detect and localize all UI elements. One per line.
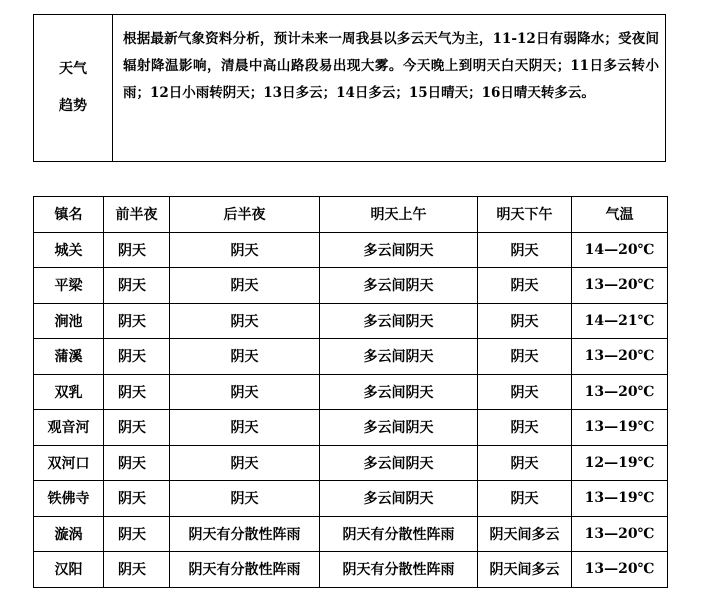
second-half-night-cell: 阴天 <box>170 303 320 339</box>
second-half-night-cell: 阴天 <box>170 232 320 268</box>
forecast-table <box>33 196 668 588</box>
second-half-night-cell: 阴天 <box>170 374 320 410</box>
temperature-cell: 14—21℃ <box>572 303 668 339</box>
trend-label-line2: 趋势 <box>59 98 87 114</box>
tomorrow-morning-cell: 多云间阴天 <box>320 445 478 481</box>
town-cell: 双乳 <box>34 374 104 410</box>
forecast-body <box>34 232 668 587</box>
town-cell: 双河口 <box>34 445 104 481</box>
first-half-night-cell: 阴天 <box>104 303 170 339</box>
tomorrow-afternoon-cell: 阴天间多云 <box>478 516 572 552</box>
tomorrow-afternoon-cell: 阴天 <box>478 445 572 481</box>
tomorrow-morning-cell: 阴天有分散性阵雨 <box>320 552 478 588</box>
temperature-cell: 13—20℃ <box>572 374 668 410</box>
first-half-night-cell: 阴天 <box>104 410 170 446</box>
tomorrow-morning-cell: 多云间阴天 <box>320 410 478 446</box>
tomorrow-morning-cell: 多云间阴天 <box>320 374 478 410</box>
tomorrow-afternoon-cell: 阴天 <box>478 481 572 517</box>
tomorrow-morning-cell: 多云间阴天 <box>320 232 478 268</box>
tomorrow-afternoon-cell: 阴天 <box>478 339 572 375</box>
temperature-cell: 13—19℃ <box>572 410 668 446</box>
table-row <box>34 445 668 481</box>
table-row <box>34 303 668 339</box>
first-half-night-cell: 阴天 <box>104 268 170 304</box>
second-half-night-cell: 阴天有分散性阵雨 <box>170 552 320 588</box>
first-half-night-cell: 阴天 <box>104 374 170 410</box>
table-row <box>34 552 668 588</box>
town-cell: 涧池 <box>34 303 104 339</box>
header-tomorrow-morning: 明天上午 <box>320 197 478 233</box>
tomorrow-afternoon-cell: 阴天 <box>478 303 572 339</box>
tomorrow-morning-cell: 多云间阴天 <box>320 339 478 375</box>
temperature-cell: 13—20℃ <box>572 339 668 375</box>
tomorrow-morning-cell: 多云间阴天 <box>320 303 478 339</box>
table-row <box>34 268 668 304</box>
tomorrow-afternoon-cell: 阴天 <box>478 232 572 268</box>
town-cell: 蒲溪 <box>34 339 104 375</box>
header-temperature: 气温 <box>572 197 668 233</box>
table-row <box>34 374 668 410</box>
table-row <box>34 232 668 268</box>
header-second-half-night: 后半夜 <box>170 197 320 233</box>
trend-label-cell <box>34 15 113 162</box>
second-half-night-cell: 阴天 <box>170 410 320 446</box>
tomorrow-afternoon-cell: 阴天间多云 <box>478 552 572 588</box>
town-cell: 平梁 <box>34 268 104 304</box>
trend-label-line1: 天气 <box>59 61 87 77</box>
trend-text: 根据最新气象资料分析，预计未来一周我县以多云天气为主，11-12日有弱降水；受夜间辐射降温影响，清晨中高山路段易出现大雾。今天晚上到明天白天阴天；11日多云转小雨；12日小雨转阴天；13日多云；14日多云；15日晴天；16日晴天转多云。 <box>113 15 666 162</box>
town-cell: 铁佛寺 <box>34 481 104 517</box>
temperature-cell: 14—20℃ <box>572 232 668 268</box>
temperature-cell: 12—19℃ <box>572 445 668 481</box>
first-half-night-cell: 阴天 <box>104 232 170 268</box>
second-half-night-cell: 阴天 <box>170 339 320 375</box>
second-half-night-cell: 阴天 <box>170 445 320 481</box>
tomorrow-morning-cell: 多云间阴天 <box>320 268 478 304</box>
tomorrow-afternoon-cell: 阴天 <box>478 410 572 446</box>
first-half-night-cell: 阴天 <box>104 445 170 481</box>
temperature-cell: 13—20℃ <box>572 552 668 588</box>
header-first-half-night: 前半夜 <box>104 197 170 233</box>
tomorrow-afternoon-cell: 阴天 <box>478 268 572 304</box>
town-cell: 城关 <box>34 232 104 268</box>
town-cell: 汉阳 <box>34 552 104 588</box>
second-half-night-cell: 阴天 <box>170 268 320 304</box>
first-half-night-cell: 阴天 <box>104 552 170 588</box>
trend-table <box>33 14 666 162</box>
table-row <box>34 481 668 517</box>
table-row <box>34 516 668 552</box>
header-town: 镇名 <box>34 197 104 233</box>
town-cell: 观音河 <box>34 410 104 446</box>
first-half-night-cell: 阴天 <box>104 339 170 375</box>
temperature-cell: 13—19℃ <box>572 481 668 517</box>
table-row <box>34 339 668 375</box>
second-half-night-cell: 阴天有分散性阵雨 <box>170 516 320 552</box>
first-half-night-cell: 阴天 <box>104 516 170 552</box>
trend-row <box>34 15 666 162</box>
first-half-night-cell: 阴天 <box>104 481 170 517</box>
temperature-cell: 13—20℃ <box>572 516 668 552</box>
table-row <box>34 410 668 446</box>
town-cell: 漩涡 <box>34 516 104 552</box>
tomorrow-morning-cell: 多云间阴天 <box>320 481 478 517</box>
tomorrow-morning-cell: 阴天有分散性阵雨 <box>320 516 478 552</box>
forecast-header-row <box>34 197 668 233</box>
tomorrow-afternoon-cell: 阴天 <box>478 374 572 410</box>
temperature-cell: 13—20℃ <box>572 268 668 304</box>
second-half-night-cell: 阴天 <box>170 481 320 517</box>
header-tomorrow-afternoon: 明天下午 <box>478 197 572 233</box>
